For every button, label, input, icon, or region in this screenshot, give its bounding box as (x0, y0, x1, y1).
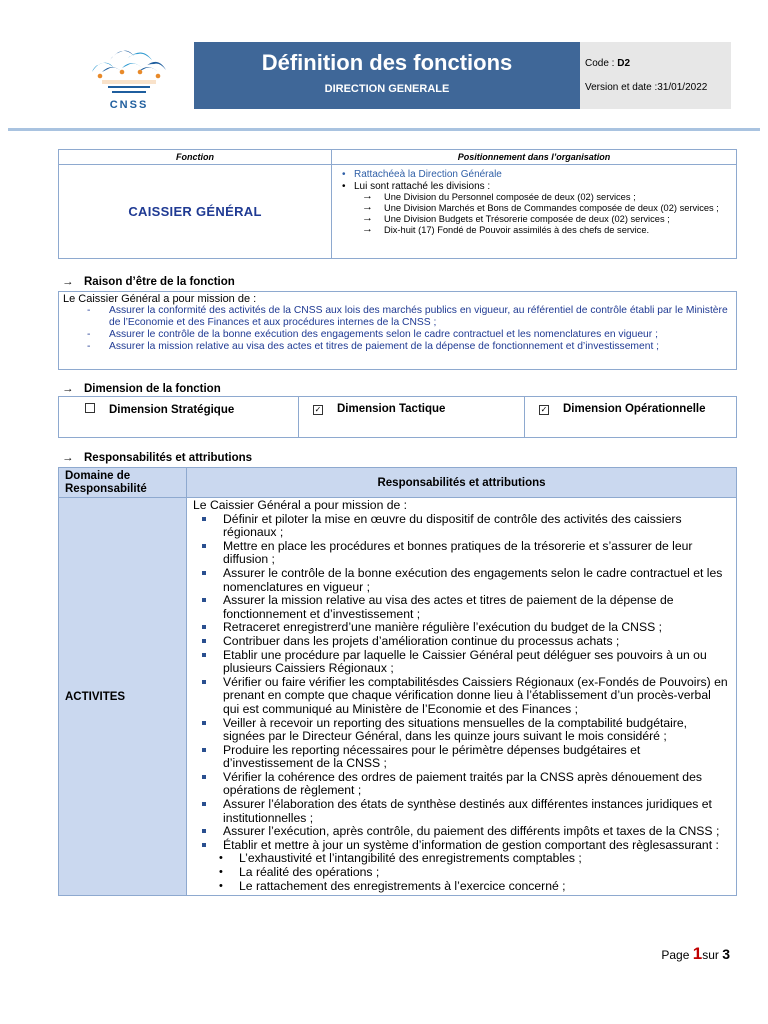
logo-text: CNSS (109, 99, 149, 111)
resp-subitem: • L’exhaustivité et l’intangibilité des enregistrements comptables ; (193, 852, 730, 866)
resp-item: Assurer le contrôle de la bonne exécution des engagements selon le cadre contractuel et les nomenclatures en vigueur ; (193, 567, 730, 594)
raison-item: - Assurer la mission relative au visa des actes et titres de paiement de la dépense de fonctionnement et d’investissement ; (59, 341, 736, 353)
dimension-heading: → Dimension de la fonction (62, 383, 221, 395)
dimension-operationnelle: ✓ Dimension Opérationnelle (525, 397, 737, 438)
current-page: 1 (692, 944, 703, 963)
rattachement-item: • Rattachéeà la Direction Générale (340, 169, 732, 181)
raison-heading: → Raison d’être de la fonction (62, 276, 235, 288)
checked-box-icon: ✓ (314, 405, 322, 414)
document-subtitle: DIRECTION GENERALE (324, 83, 450, 95)
dimension-strategique: Dimension Stratégique (59, 397, 299, 438)
resp-item: Retraceret enregistrerd’une manière régulière l’exécution du budget de la CNSS ; (193, 621, 730, 635)
division-item: → Une Division Budgets et Trésorerie composée de deux (02) services ; (340, 214, 732, 225)
fonction-table (58, 149, 737, 259)
domain-activites: ACTIVITES (59, 498, 187, 896)
responsabilites-table (58, 467, 737, 896)
code-line: Code : D2 (585, 58, 631, 69)
positionnement-col-header: Positionnement dans l’organisation (332, 150, 737, 165)
resp-subitem: • Le rattachement des enregistrements à l’exercice concerné ; (193, 880, 730, 894)
function-name: CAISSIER GÉNÉRAL (59, 165, 332, 259)
division-item: → Une Division Marchés et Bons de Commandes composée de deux (02) services ; (340, 203, 732, 214)
resp-item: Veiller à recevoir un reporting des situations mensuelles de la comptabilité budgétaire, signées par le Directeur Général, dans les quinze jours suivant le mois considéré ; (193, 717, 730, 744)
positionnement-cell (332, 165, 737, 259)
resp-item: Produire les reporting nécessaires pour le périmètre dépenses budgétaires et d’investissement de la CNSS ; (193, 744, 730, 771)
dimension-table (58, 396, 737, 438)
arrow-icon: → (62, 383, 74, 395)
resp-subitem: • La réalité des opérations ; (193, 866, 730, 880)
total-pages: 3 (722, 946, 730, 962)
version-date: Version et date :31/01/2022 (585, 82, 708, 93)
code-value: D2 (617, 58, 631, 69)
raison-intro: Le Caissier Général a pour mission de : (63, 293, 257, 305)
raison-item: - Assurer le contrôle de la bonne exécution des engagements selon le cadre contractuel et les nomenclatures en vigueur ; (59, 329, 736, 341)
resp-item: Mettre en place les procédures et bonnes pratiques de la trésorerie et s’assurer de leur diffusion ; (193, 540, 730, 567)
page-number: Page 1sur 3 (661, 944, 730, 963)
responsabilites-col-header: Responsabilités et attributions (187, 468, 737, 498)
header-divider (8, 128, 760, 131)
division-item: → Une Division du Personnel composée de deux (02) services ; (340, 192, 732, 203)
arrow-icon: → (62, 452, 74, 464)
resp-intro: Le Caissier Général a pour mission de : (193, 498, 408, 512)
resp-item: Vérifier ou faire vérifier les comptabilitésdes Caissiers Régionaux (ex-Fondés de Pouvoirs) en prenant en compte que chaque vérification donne lieu à l’établissement d’un procès-verbal qui est communiqué au Ministère de l’Economie et des Finances ; (193, 676, 730, 717)
activites-cell (187, 498, 737, 896)
checked-box-icon: ✓ (540, 405, 548, 414)
unchecked-box-icon (85, 403, 95, 413)
resp-item: Établir et mettre à jour un système d’information de gestion comportant des règlesassurant : (193, 839, 730, 853)
arrow-icon: → (62, 276, 74, 288)
code-box (580, 42, 731, 109)
divisions-item: • Lui sont rattaché les divisions : (340, 181, 732, 193)
resp-item: Définir et piloter la mise en œuvre du dispositif de contrôle des activités des caissiers régionaux ; (193, 513, 730, 540)
document-title-box (194, 42, 580, 109)
resp-item: Vérifier la cohérence des ordres de paiement traités par la CNSS après dénouement des opérations de règlement ; (193, 771, 730, 798)
document-title: Définition des fonctions (261, 50, 513, 75)
resp-item: Contribuer dans les projets d’amélioration continue du processus achats ; (193, 635, 730, 649)
raison-box (58, 291, 737, 370)
raison-item: - Assurer la conformité des activités de la CNSS aux lois des marchés publics en vigueur, au référentiel de contrôle établi par le Ministère de l’Economie et des Finances et aux procédures internes de la CNSS ; (59, 305, 736, 329)
fonction-col-header: Fonction (59, 150, 332, 165)
resp-heading: → Responsabilités et attributions (62, 452, 253, 464)
domaine-col-header: Domaine de Responsabilité (59, 468, 187, 498)
resp-item: Assurer l’élaboration des états de synthèse destinés aux différentes instances juridiques et institutionnelles ; (193, 798, 730, 825)
resp-item: Assurer l’exécution, après contrôle, du paiement des différents impôts et taxes de la CNSS ; (193, 825, 730, 839)
division-item: → Dix-huit (17) Fondé de Pouvoir assimilés à des chefs de service. (340, 225, 732, 236)
dimension-tactique: ✓ Dimension Tactique (299, 397, 525, 438)
resp-item: Etablir une procédure par laquelle le Caissier Général peut déléguer ses pouvoirs à un ou plusieurs Caissiers Régionaux ; (193, 649, 730, 676)
cnss-logo (88, 42, 170, 112)
resp-item: Assurer la mission relative au visa des actes et titres de paiement de la dépense de fonctionnement et d’investissement ; (193, 594, 730, 621)
